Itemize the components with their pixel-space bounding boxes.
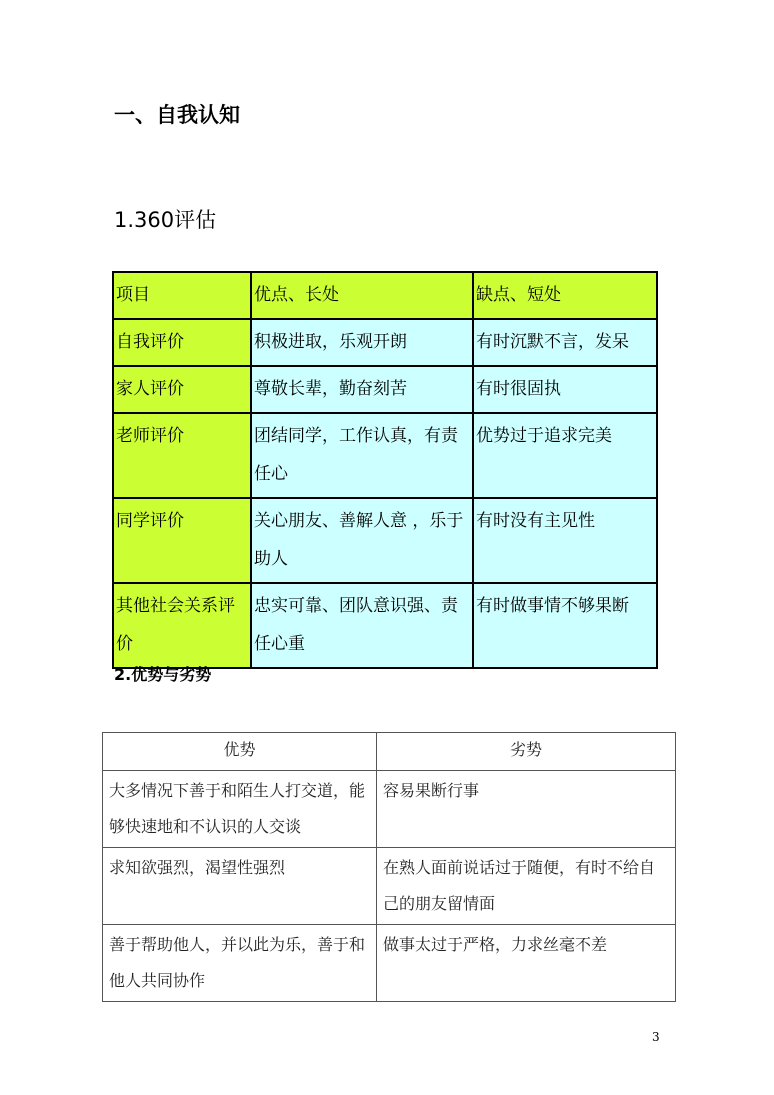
row-label: 自我评价 xyxy=(113,319,251,366)
table-row xyxy=(103,925,676,1002)
advantage-cell: 求知欲强烈，渴望性强烈 xyxy=(103,848,377,925)
row-label: 家人评价 xyxy=(113,366,251,413)
column-header-weaknesses: 缺点、短处 xyxy=(473,272,657,319)
column-header-item: 项目 xyxy=(113,272,251,319)
table-row xyxy=(103,771,676,848)
strengths-cell: 尊敬长辈，勤奋刻苦 xyxy=(251,366,473,413)
disadvantage-cell: 在熟人面前说话过于随便，有时不给自己的朋友留情面 xyxy=(377,848,676,925)
table-row xyxy=(113,583,657,668)
advantage-cell: 大多情况下善于和陌生人打交道，能够快速地和不认识的人交谈 xyxy=(103,771,377,848)
section-heading-self-awareness: 一、自我认知 xyxy=(114,103,240,127)
table-header-row xyxy=(113,272,657,319)
strengths-cell: 忠实可靠、团队意识强、责任心重 xyxy=(251,583,473,668)
row-label: 老师评价 xyxy=(113,413,251,498)
section-heading-360-evaluation: 1.360评估 xyxy=(114,208,217,232)
weaknesses-cell: 有时沉默不言，发呆 xyxy=(473,319,657,366)
weaknesses-cell: 有时做事情不够果断 xyxy=(473,583,657,668)
strengths-cell: 关心朋友、善解人意 ，乐于助人 xyxy=(251,498,473,583)
strengths-weaknesses-table xyxy=(102,732,676,1002)
table-row xyxy=(113,319,657,366)
column-header-advantage: 优势 xyxy=(103,733,377,771)
table-row xyxy=(113,498,657,583)
weaknesses-cell: 优势过于追求完美 xyxy=(473,413,657,498)
table-header-row xyxy=(103,733,676,771)
row-label: 其他社会关系评价 xyxy=(113,583,251,668)
column-header-strengths: 优点、长处 xyxy=(251,272,473,319)
section-heading-strengths-weaknesses: 2.优势与劣势 xyxy=(114,665,212,684)
row-label: 同学评价 xyxy=(113,498,251,583)
column-header-disadvantage: 劣势 xyxy=(377,733,676,771)
table-row xyxy=(113,366,657,413)
weaknesses-cell: 有时很固执 xyxy=(473,366,657,413)
strengths-cell: 积极进取，乐观开朗 xyxy=(251,319,473,366)
disadvantage-cell: 做事太过于严格，力求丝毫不差 xyxy=(377,925,676,1002)
disadvantage-cell: 容易果断行事 xyxy=(377,771,676,848)
table-row xyxy=(113,413,657,498)
advantage-cell: 善于帮助他人，并以此为乐，善于和他人共同协作 xyxy=(103,925,377,1002)
page-number: 3 xyxy=(652,1030,660,1044)
weaknesses-cell: 有时没有主见性 xyxy=(473,498,657,583)
table-row xyxy=(103,848,676,925)
strengths-cell: 团结同学，工作认真，有责任心 xyxy=(251,413,473,498)
evaluation-table xyxy=(112,271,658,669)
